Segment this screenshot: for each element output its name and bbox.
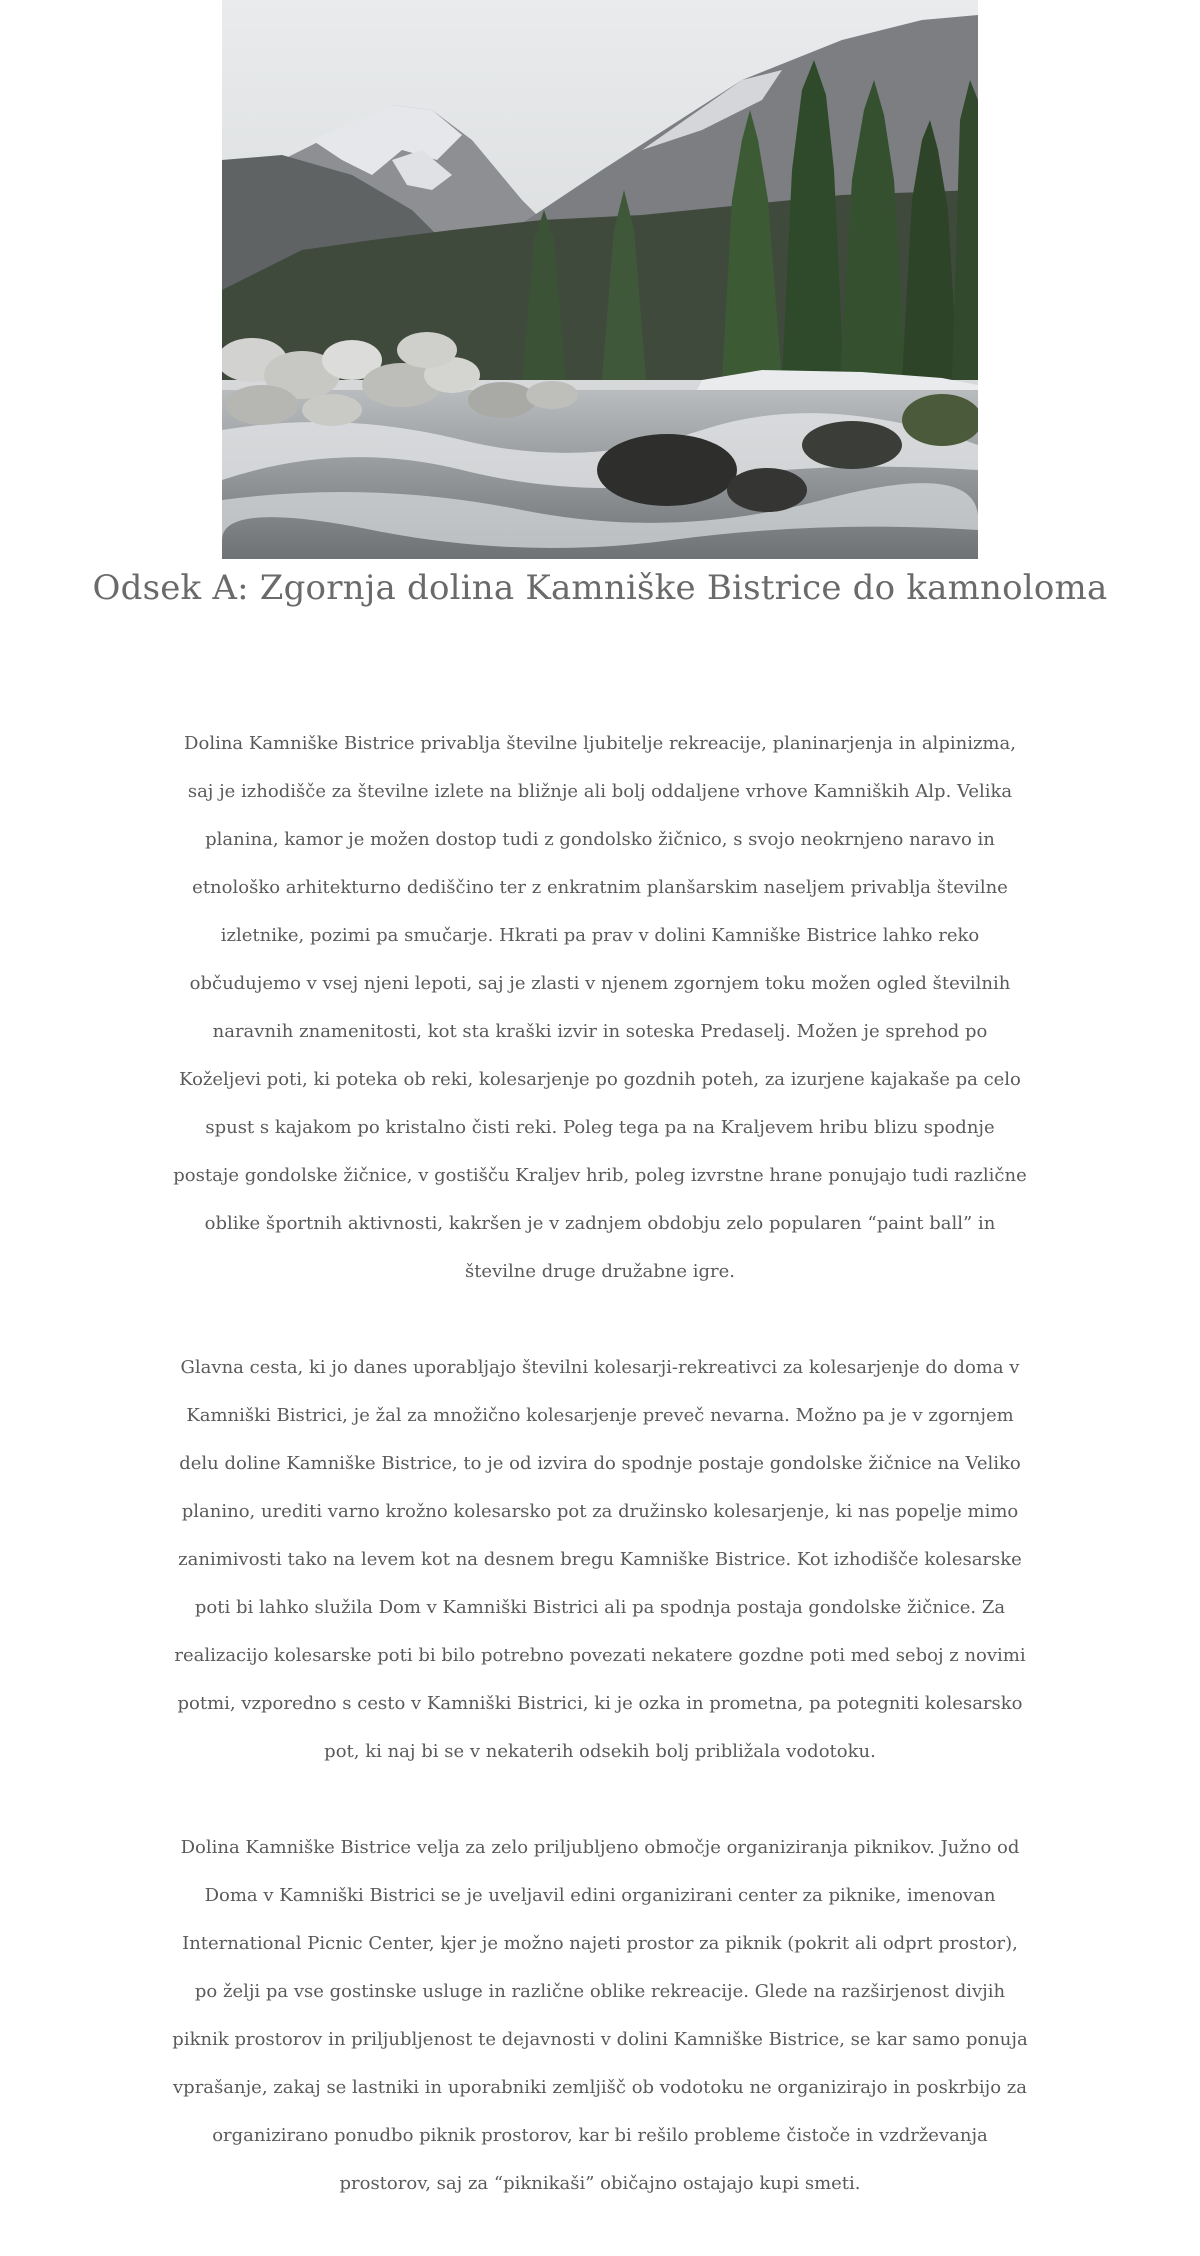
article-body xyxy=(170,720,1030,2256)
mountain-river-photo-icon xyxy=(222,0,978,559)
paragraph: Dolina Kamniške Bistrice velja za zelo priljubljeno območje organiziranja piknikov. Južno od Doma v Kamniški Bistrici se je uveljavil edini organizirani center za piknike, imenovan International Picnic Center, kjer je možno najeti prostor za piknik (pokrit ali odprt prostor), po želji pa vse gostinske usluge in različne oblike rekreacije. Glede na razširjenost divjih piknik prostorov in priljubljenost te dejavnosti v dolini Kamniške Bistrice, se kar samo ponuja vprašanje, zakaj se lastniki in uporabniki zemljišč ob vodotoku ne organizirajo in poskrbijo za organizirano ponudbo piknik prostorov, kar bi rešilo probleme čistoče in vzdrževanja prostorov, saj za “piknikaši” običajno ostajajo kupi smeti. xyxy=(172,1837,1028,2194)
page-title: Odsek A: Zgornja dolina Kamniške Bistrice do kamnoloma xyxy=(92,568,1108,608)
paragraph: Glavna cesta, ki jo danes uporabljajo številni kolesarji-rekreativci za kolesarjenje do doma v Kamniški Bistrici, je žal za množično kolesarjenje preveč nevarna. Možno pa je v zgornjem delu doline Kamniške Bistrice, to je od izvira do spodnje postaje gondolske žičnice na Veliko planino, urediti varno krožno kolesarsko pot za družinsko kolesarjenje, ki nas popelje mimo zanimivosti tako na levem kot na desnem bregu Kamniške Bistrice. Kot izhodišče kolesarske poti bi lahko služila Dom v Kamniški Bistrici ali pa spodnja postaja gondolske žičnice. Za realizacijo kolesarske poti bi bilo potrebno povezati nekatere gozdne poti med seboj z novimi potmi, vzporedno s cesto v Kamniški Bistrici, ki je ozka in prometna, pa potegniti kolesarsko pot, ki naj bi se v nekaterih odsekih bolj približala vodotoku. xyxy=(174,1357,1026,1762)
paragraph: Dolina Kamniške Bistrice privablja številne ljubitelje rekreacije, planinarjenja in alpinizma, saj je izhodišče za številne izlete na bližnje ali bolj oddaljene vrhove Kamniških Alp. Velika planina, kamor je možen dostop tudi z gondolsko žičnico, s svojo neokrnjeno naravo in etnološko arhitekturno dediščino ter z enkratnim planšarskim naseljem privablja številne izletnike, pozimi pa smučarje. Hkrati pa prav v dolini Kamniške Bistrice lahko reko občudujemo v vsej njeni lepoti, saj je zlasti v njenem zgornjem toku možen ogled številnih naravnih znamenitosti, kot sta kraški izvir in soteska Predaselj. Možen je sprehod po Koželjevi poti, ki poteka ob reki, kolesarjenje po gozdnih poteh, za izurjene kajakaše pa celo spust s kajakom po kristalno čisti reki. Poleg tega pa na Kraljevem hribu blizu spodnje postaje gondolske žičnice, v gostišču Kraljev hrib, poleg izvrstne hrane ponujajo tudi različne oblike športnih aktivnosti, kakršen je v zadnjem obdobju zelo popularen “paint ball” in številne druge družabne igre. xyxy=(173,733,1027,1282)
hero-image xyxy=(222,0,978,559)
